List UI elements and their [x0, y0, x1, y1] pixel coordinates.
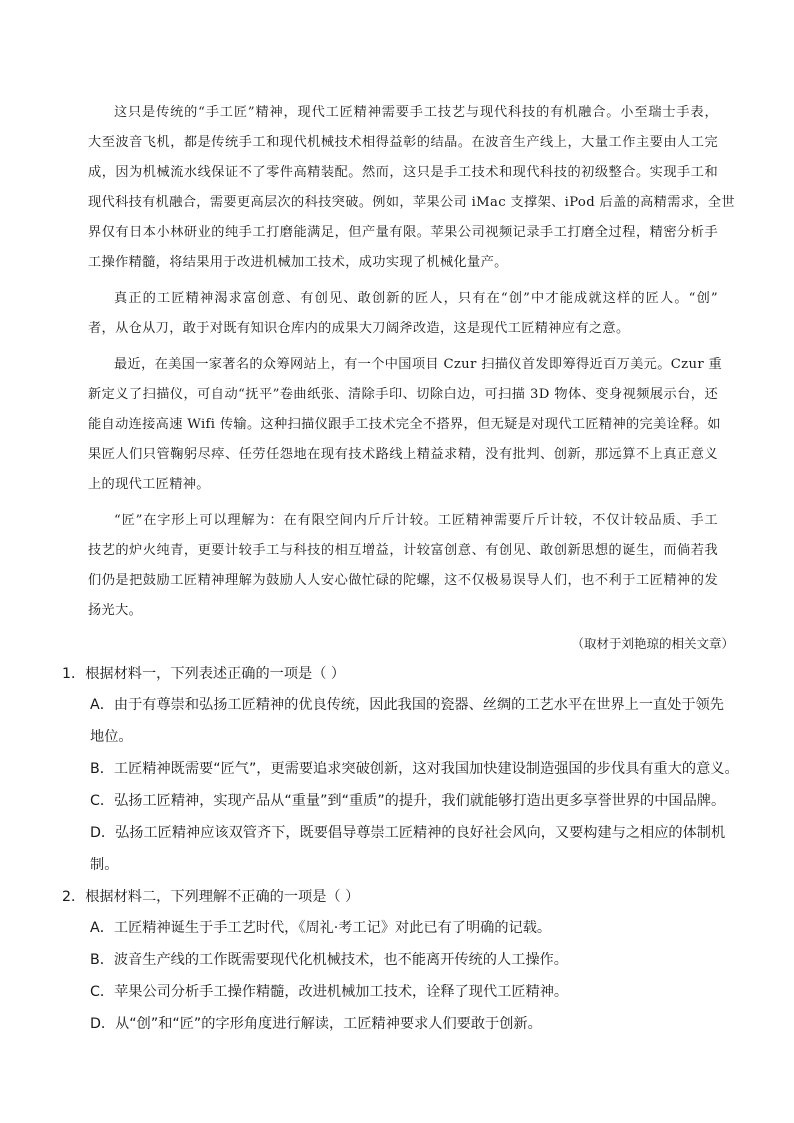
option-b: B．工匠精神既需要“匠气”，更需要追求突破创新，这对我国加快建设制造强国的步伐具有重大的意义。 — [90, 761, 739, 777]
option-a: A．工匠精神诞生于手工艺时代，《周礼·考工记》对此已有了明确的记载。 — [90, 920, 552, 936]
passage-line: 上的现代工匠精神。 — [88, 477, 210, 492]
passage-line: 真正的工匠精神渴求富创意、有创见、敢创新的匠人，只有在“创”中才能成就这样的匠人。“创” — [114, 291, 718, 306]
passage-line: 技艺的炉火纯青，更要计较手工与科技的相互增益，计较富创意、有创见、敢创新思想的诞生，而倘若我 — [88, 543, 718, 558]
passage-line: 这只是传统的“手工匠”精神，现代工匠精神需要手工技艺与现代科技的有机融合。小至瑞士手表， — [114, 105, 718, 120]
passage-line: 者，从仓从刀，敢于对既有知识仓库内的成果大刀阔斧改造，这是现代工匠精神应有之意。 — [88, 321, 630, 336]
passage-line: 现代科技有机融合，需要更高层次的科技突破。例如，苹果公司 iMac 支撑架、iPod 后盖的高精需求，全世 — [88, 195, 735, 210]
passage-line: 成，因为机械流水线保证不了零件高精装配。然而，这只是手工技术和现代科技的初级整合。实现手工和 — [88, 165, 718, 180]
passage-line: 扬光大。 — [88, 603, 143, 618]
passage-line: 能自动连接高速 Wifi 传输。这种扫描仪跟手工技术完全不搭界，但无疑是对现代工匠精神的完美诠释。如 — [88, 417, 721, 432]
passage-line: 界仅有日本小林研业的纯手工打磨能满足，但产量有限。苹果公司视频记录手工打磨全过程，精密分析手 — [88, 225, 718, 240]
passage-line: 工操作精髓，将结果用于改进机械加工技术，成功实现了机械化量产。 — [88, 255, 508, 270]
option-d: D．弘扬工匠精神应该双管齐下，既要倡导尊崇工匠精神的良好社会风向，又要构建与之相应的体制机 — [90, 825, 726, 841]
source-attribution: （取材于刘艳琼的相关文章） — [571, 636, 734, 651]
passage-line: 们仍是把鼓励工匠精神理解为鼓励人人安心做忙碌的陀螺，这不仅极易误导人们，也不利于工匠精神的发 — [88, 573, 718, 588]
option-d-continued: 制。 — [90, 857, 119, 873]
option-c: C．弘扬工匠精神，实现产品从“重量”到“重质”的提升，我们就能够打造出更多享誉世界的中国品牌。 — [90, 793, 726, 809]
passage-line: 新定义了扫描仪，可自动“抚平”卷曲纸张、清除手印、切除白边，可扫描 3D 物体、变身视频展示台，还 — [88, 387, 718, 402]
passage-line: “匠”在字形上可以理解为：在有限空间内斤斤计较。工匠精神需要斤斤计较，不仅计较品质、手工 — [114, 513, 718, 528]
passage-line: 大至波音飞机，都是传统手工和现代机械技术相得益彰的结晶。在波音生产线上，大量工作主要由人工完 — [88, 135, 718, 150]
option-a-continued: 地位。 — [90, 729, 133, 745]
question-stem: 1．根据材料一，下列表述正确的一项是（ ） — [62, 666, 346, 682]
passage-line: 最近，在美国一家著名的众筹网站上，有一个中国项目 Czur 扫描仪首发即筹得近百万美元。Czur 重 — [114, 357, 723, 372]
question-stem: 2．根据材料二，下列理解不正确的一项是（ ） — [62, 889, 360, 905]
option-a: A．由于有尊崇和弘扬工匠精神的优良传统，因此我国的瓷器、丝绸的工艺水平在世界上一直处于领先 — [90, 697, 724, 713]
option-d: D．从“创”和“匠”的字形角度进行解读，工匠精神要求人们要敢于创新。 — [90, 1016, 542, 1032]
option-b: B．波音生产线的工作既需要现代化机械技术，也不能离开传统的人工操作。 — [90, 952, 568, 968]
passage-line: 果匠人们只管鞠躬尽瘁、任劳任怨地在现有技术路线上精益求精，没有批判、创新，那远算不上真正意义 — [88, 447, 718, 462]
option-c: C．苹果公司分析手工操作精髓，改进机械加工技术，诠释了现代工匠精神。 — [90, 984, 569, 1000]
